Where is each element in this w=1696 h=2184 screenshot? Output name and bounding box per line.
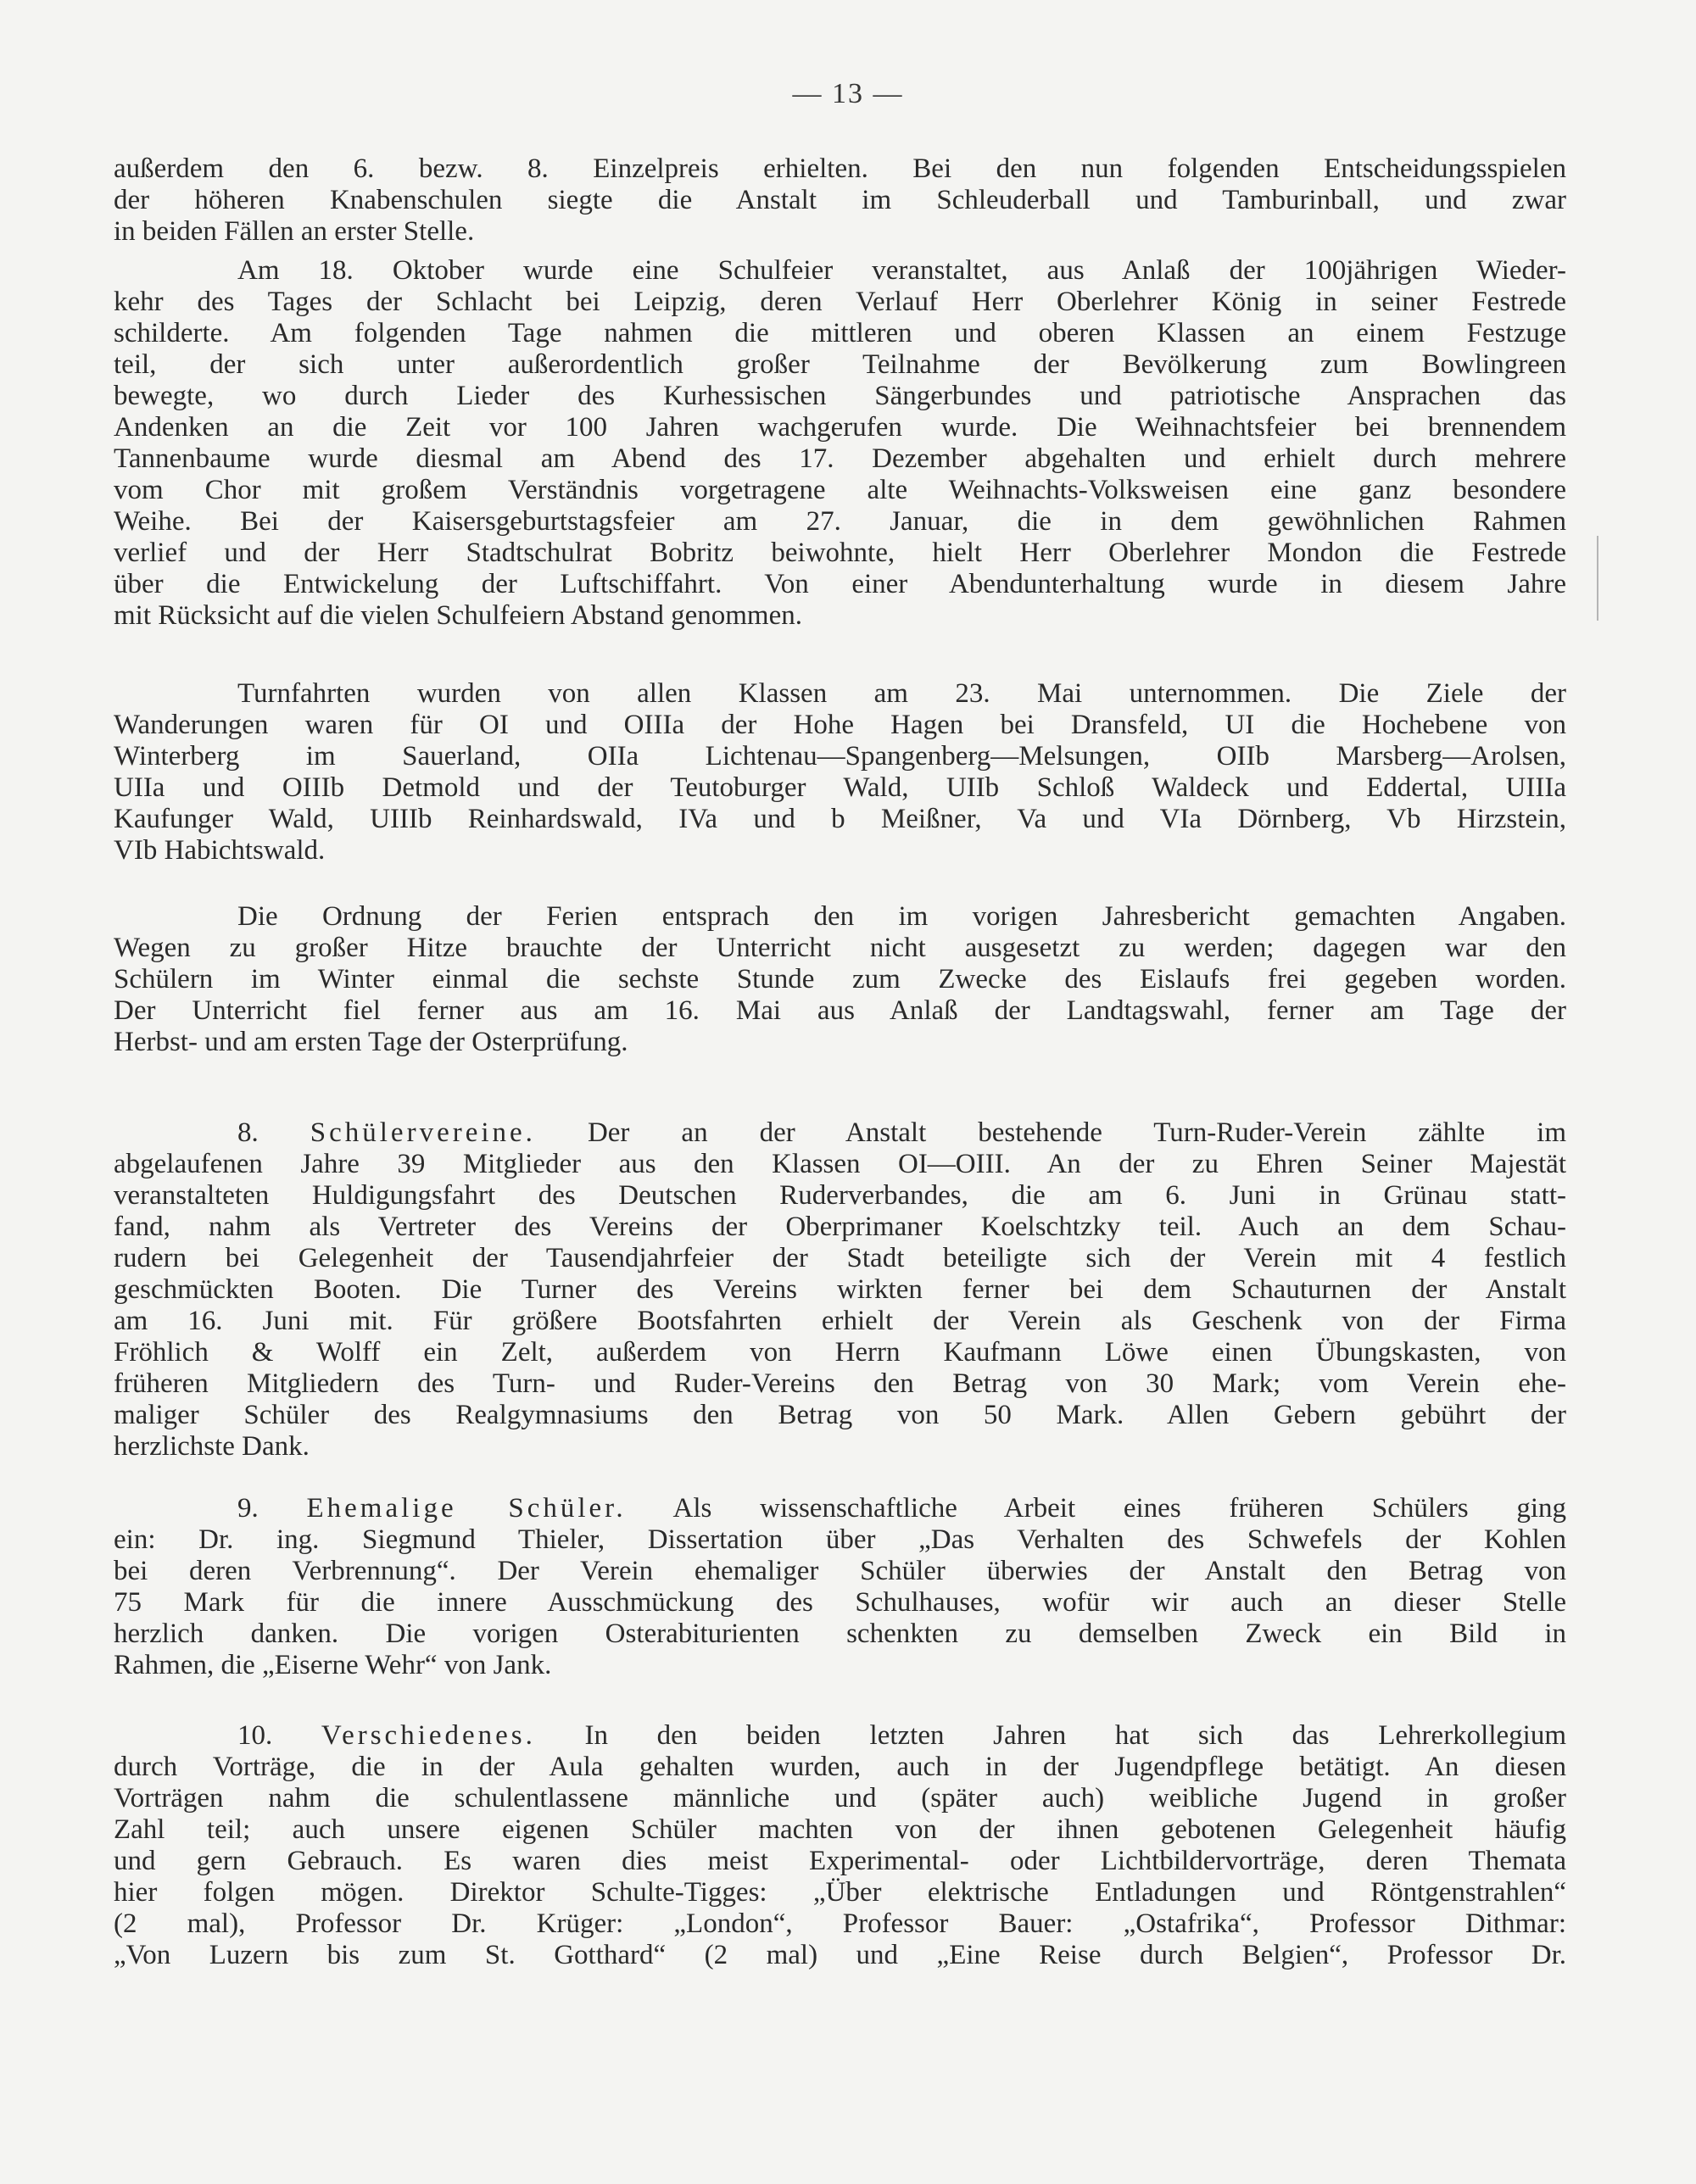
section-heading: Verschiedenes. [321,1720,536,1751]
section-heading: Schülervereine. [310,1117,536,1148]
text-line: Winterberg im Sauerland, OIIa Lichtenau—Spangenberg—Melsungen, OIIb Marsberg—Arolsen, [114,741,1566,772]
text-run: Als wissenschaftliche Arbeit eines früheren Schülers ging [672,1493,1566,1524]
text-line: am 16. Juni mit. Für größere Bootsfahrten erhielt der Verein als Geschenk von der Firma [114,1306,1566,1336]
text-line [114,1720,1566,1752]
text-line [114,1117,1566,1149]
text-line: Vorträgen nahm die schulentlassene männliche und (später auch) weibliche Jugend in großer [114,1783,1566,1814]
text-line: Schülern im Winter einmal die sechste Stunde zum Zwecke des Eislaufs frei gegeben worden. [114,964,1566,994]
text-line: rudern bei Gelegenheit der Tausendjahrfeier der Stadt beteiligte sich der Verein mit 4 festlich [114,1243,1566,1273]
text-line: Herbst- und am ersten Tage der Osterprüfung. [114,1027,628,1057]
text-line: Zahl teil; auch unsere eigenen Schüler machten von der ihnen gebotenen Gelegenheit häufig [114,1814,1566,1845]
text-line: veranstalteten Huldigungsfahrt des Deutschen Ruderverbandes, die am 6. Juni in Grünau statt- [114,1180,1566,1211]
page-number: — 13 — [792,78,904,109]
section-number: 10. [237,1720,273,1751]
text-line: bewegte, wo durch Lieder des Kurhessischen Sängerbundes und patriotische Ansprachen das [114,381,1566,411]
text-line: VIb Habichtswald. [114,835,326,866]
section-number: 8. [237,1117,259,1148]
text-line: herzlichste Dank. [114,1431,310,1462]
text-line: verlief und der Herr Stadtschulrat Bobritz beiwohnte, hielt Herr Oberlehrer Mondon die Festrede [114,538,1566,568]
text-line: und gern Gebrauch. Es waren dies meist Experimental- oder Lichtbildervorträge, deren Themata [114,1846,1566,1876]
section-schuelervereine [114,1117,1566,1462]
paragraph-ferien [114,901,1566,1058]
text-line: herzlich danken. Die vorigen Osterabiturienten schenkten zu demselben Zweck ein Bild in [114,1618,1566,1649]
text-run: Der an der Anstalt bestehende Turn-Ruder-Verein zählte im [587,1117,1566,1148]
scan-margin-mark [1597,536,1598,621]
text-line: Am 18. Oktober wurde eine Schulfeier veranstaltet, aus Anlaß der 100jährigen Wieder- [237,255,1566,286]
paragraph-schulfeier [114,255,1566,632]
text-line: vom Chor mit großem Verständnis vorgetragene alte Weihnachts-Volksweisen eine ganz besondere [114,475,1566,505]
text-line: abgelaufenen Jahre 39 Mitglieder aus den Klassen OI—OIII. An der zu Ehren Seiner Majestät [114,1149,1566,1179]
text-line: ein: Dr. ing. Siegmund Thieler, Dissertation über „Das Verhalten des Schwefels der Kohlen [114,1524,1566,1555]
text-line: Andenken an die Zeit vor 100 Jahren wachgerufen wurde. Die Weihnachtsfeier bei brennendem [114,412,1566,443]
text-line: über die Entwickelung der Luftschiffahrt. Von einer Abendunterhaltung wurde in diesem Jahre [114,569,1566,599]
section-heading: Ehemalige Schüler. [306,1493,627,1524]
paragraph-turnfahrten [114,678,1566,866]
text-line: Turnfahrten wurden von allen Klassen am 23. Mai unternommen. Die Ziele der [237,678,1566,709]
paragraph-einzelpreis [114,153,1566,248]
text-line: Wanderungen waren für OI und OIIIa der Hohe Hagen bei Dransfeld, UI die Hochebene von [114,710,1566,740]
section-verschiedenes [114,1720,1566,1971]
text-line: geschmückten Booten. Die Turner des Vereins wirkten ferner bei dem Schauturnen der Anstalt [114,1274,1566,1305]
section-number: 9. [237,1493,259,1524]
section-ehemalige-schueler [114,1493,1566,1681]
text-line: Tannenbaume wurde diesmal am Abend des 17. Dezember abgehalten und erhielt durch mehrere [114,443,1566,474]
text-line: außerdem den 6. bezw. 8. Einzelpreis erhielten. Bei den nun folgenden Entscheidungsspielen [114,153,1566,184]
text-line: Der Unterricht fiel ferner aus am 16. Mai aus Anlaß der Landtagswahl, ferner am Tage der [114,995,1566,1026]
text-line: UIIa und OIIIb Detmold und der Teutoburger Wald, UIIb Schloß Waldeck und Eddertal, UIIIa [114,772,1566,803]
text-line: 75 Mark für die innere Ausschmückung des Schulhauses, wofür wir auch an dieser Stelle [114,1587,1566,1618]
text-line: mit Rücksicht auf die vielen Schulfeiern Abstand genommen. [114,600,802,631]
text-run: In den beiden letzten Jahren hat sich das Lehrerkollegium [584,1720,1567,1751]
text-line: hier folgen mögen. Direktor Schulte-Tigges: „Über elektrische Entladungen und Röntgenstrahlen“ [114,1877,1566,1908]
text-line: maliger Schüler des Realgymnasiums den Betrag von 50 Mark. Allen Gebern gebührt der [114,1400,1566,1430]
text-line: „Von Luzern bis zum St. Gotthard“ (2 mal) und „Eine Reise durch Belgien“, Professor Dr. [114,1940,1566,1970]
text-line: in beiden Fällen an erster Stelle. [114,216,475,247]
text-line: Die Ordnung der Ferien entsprach den im vorigen Jahresbericht gemachten Angaben. [237,901,1566,932]
text-line: kehr des Tages der Schlacht bei Leipzig, deren Verlauf Herr Oberlehrer König in seiner Festrede [114,287,1566,317]
text-line: Wegen zu großer Hitze brauchte der Unterricht nicht ausgesetzt zu werden; dagegen war den [114,933,1566,963]
text-line: früheren Mitgliedern des Turn- und Ruder-Vereins den Betrag von 30 Mark; vom Verein ehe- [114,1368,1566,1399]
text-line: der höheren Knabenschulen siegte die Anstalt im Schleuderball und Tamburinball, und zwar [114,185,1566,215]
text-line: teil, der sich unter außerordentlich großer Teilnahme der Bevölkerung zum Bowlingreen [114,349,1566,380]
text-line: fand, nahm als Vertreter des Vereins der Oberprimaner Koelschtzky teil. Auch an dem Schau- [114,1212,1566,1242]
text-line: Kaufunger Wald, UIIIb Reinhardswald, IVa und b Meißner, Va und VIa Dörnberg, Vb Hirzstein, [114,804,1566,834]
text-line: bei deren Verbrennung“. Der Verein ehemaliger Schüler überwies der Anstalt den Betrag von [114,1556,1566,1586]
text-line [114,1493,1566,1524]
text-line: (2 mal), Professor Dr. Krüger: „London“, Professor Bauer: „Ostafrika“, Professor Dithmar: [114,1908,1566,1939]
text-line: Fröhlich & Wolff ein Zelt, außerdem von Herrn Kaufmann Löwe einen Übungskasten, von [114,1337,1566,1368]
text-line: Rahmen, die „Eiserne Wehr“ von Jank. [114,1650,552,1680]
text-line: schilderte. Am folgenden Tage nahmen die mittleren und oberen Klassen an einem Festzuge [114,318,1566,348]
text-line: Weihe. Bei der Kaisersgeburtstagsfeier am 27. Januar, die in dem gewöhnlichen Rahmen [114,506,1566,537]
text-line: durch Vorträge, die in der Aula gehalten wurden, auch in der Jugendpflege betätigt. An diesen [114,1752,1566,1782]
